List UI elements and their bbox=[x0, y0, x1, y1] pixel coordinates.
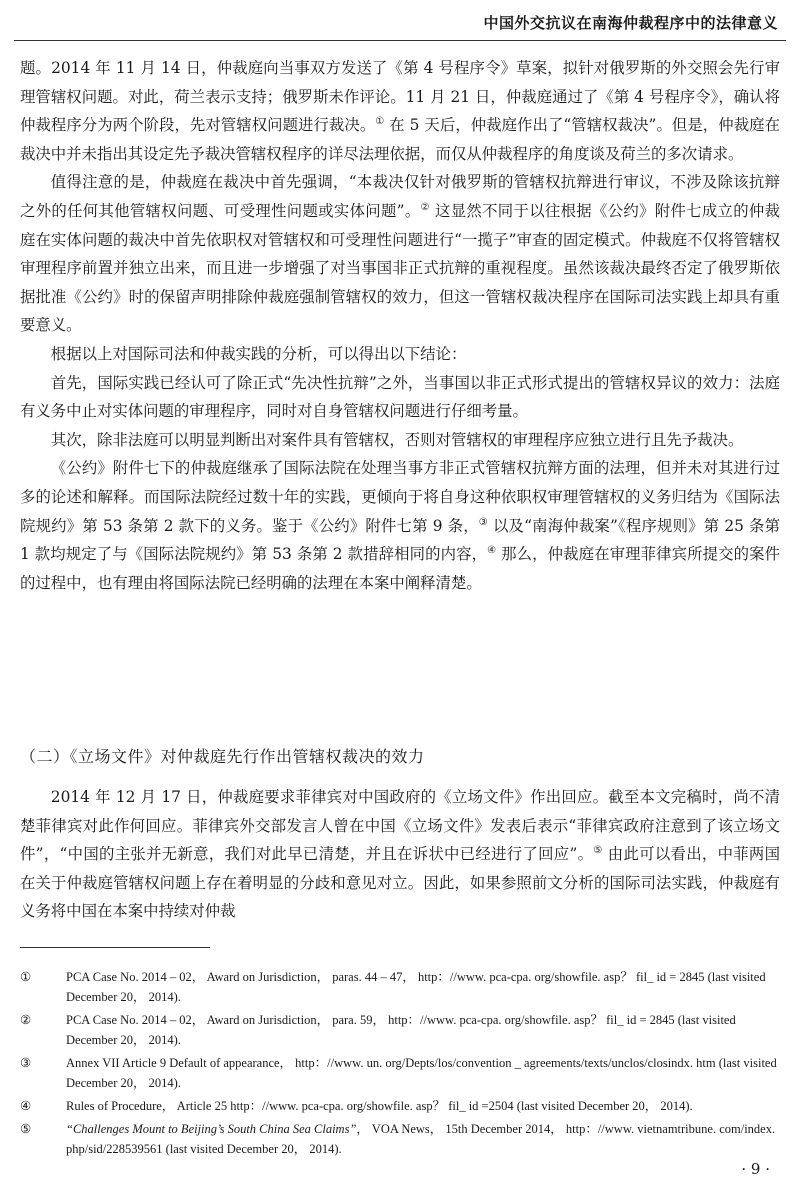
paragraph-text: 《公约》附件七下的仲裁庭继承了国际法院在处理当事方非正式管辖权抗辩方面的法理，但并未对其进行过多的论述和解释。而国际法院经过数十年的实践，更倾向于将自身这种依职权审理管辖权的义务归结为《国际法院规约》第 53 条第 2 款下的义务。鉴于《公约》附件七第 9 条， bbox=[20, 459, 780, 535]
footnote-mark: ③ bbox=[20, 1056, 32, 1070]
running-header-title: 中国外交抗议在南海仲裁程序中的法律意义 bbox=[483, 14, 778, 32]
paragraph-text: 以及“南海仲裁案”《程序规则》第 25 条第 1 款均规定了与《国际法院规约》第 53 条第 2 款措辞相同的内容， bbox=[20, 516, 780, 564]
page-number: · 9 · bbox=[741, 1160, 770, 1178]
paragraph bbox=[20, 54, 780, 168]
paragraph-text: 这显然不同于以往根据《公约》附件七成立的仲裁庭在实体问题的裁决中首先依职权对管辖权和可受理性问题进行“一揽子”审查的固定模式。仲裁庭不仅将管辖权审理程序前置并独立出来，而且进一步增强了对当事国非正式抗辩的重视程度。虽然该裁决最终否定了俄罗斯依据批准《公约》时的保留声明排除仲裁庭强制管辖权的效力，但这一管辖权裁决程序在国际司法实践上却具有重要意义。 bbox=[20, 201, 781, 335]
footnote bbox=[20, 1119, 780, 1159]
section-subheading: （二）《立场文件》对仲裁庭先行作出管辖权裁决的效力 bbox=[20, 747, 425, 766]
footnotes bbox=[20, 967, 780, 1162]
footnote-ref[interactable]: ③ bbox=[478, 516, 488, 528]
footnote-mark: ④ bbox=[20, 1099, 32, 1113]
paragraph-text: 那么，仲裁庭在审理菲律宾所提交的案件的过程中，也有理由将国际法院已经明确的法理在本案中阐释清楚。 bbox=[20, 545, 780, 592]
footnote-mark: ⑤ bbox=[20, 1122, 32, 1136]
paragraph: 其次，除非法庭可以明显判断出对案件具有管辖权，否则对管辖权的审理程序应独立进行且先予裁决。 bbox=[50, 430, 744, 449]
paragraph-text: 由此可以看出，中菲两国在关于仲裁庭管辖权问题上存在着明显的分歧和意见对立。因此，如果参照前文分析的国际司法实践，仲裁庭有义务将中国在本案中持续对仲裁 bbox=[20, 845, 780, 921]
footnote-mark: ② bbox=[20, 1013, 32, 1027]
footnote-article-title: “Challenges Mount to Beijing’s South China Sea Claims” bbox=[66, 1122, 357, 1136]
footnote-text: Rules of Procedure， Article 25 http：//www. pca-cpa. org/showfile. asp？ fil_ id =2504 (last visited December 20， 2014). bbox=[66, 1099, 693, 1113]
footnote bbox=[20, 1053, 780, 1093]
footnote-text: PCA Case No. 2014 – 02， Award on Jurisdiction， para. 59， http：//www. pca-cpa. org/showfile. asp？ fil_ id = 2845 (last visited December 20， 2014). bbox=[66, 1013, 736, 1047]
paragraph-text: 2014 年 12 月 17 日，仲裁庭要求菲律宾对中国政府的《立场文件》作出回应。截至本文完稿时，尚不清楚菲律宾对此作何回应。菲律宾外交部发言人曾在中国《立场文件》发表后表示“菲律宾政府注意到了该立场文件”，“中国的主张并无新意，我们对此早已清楚，并且在诉状中已经进行了回应”。 bbox=[20, 788, 780, 864]
footnote-ref[interactable]: ⑤ bbox=[593, 845, 603, 857]
paragraph bbox=[20, 168, 780, 340]
footnote bbox=[20, 967, 780, 1007]
paragraph: 根据以上对国际司法和仲裁实践的分析，可以得出以下结论： bbox=[50, 344, 467, 363]
footnote-mark: ① bbox=[20, 970, 32, 984]
footnote-text: Annex VII Article 9 Default of appearance， http：//www. un. org/Depts/los/convention _ agreements/texts/unclos/closindx. htm (last visited December 20， 2014). bbox=[66, 1056, 777, 1090]
footnote-ref[interactable]: ① bbox=[375, 116, 385, 128]
paragraph bbox=[20, 454, 780, 597]
footnote-ref[interactable]: ④ bbox=[487, 544, 497, 556]
paragraph: 首先，国际实践已经认可了除正式“先决性抗辩”之外，当事国以非正式形式提出的管辖权异议的效力：法庭有义务中止对实体问题的审理程序，同时对自身管辖权问题进行仔细考量。 bbox=[20, 373, 780, 421]
main-text bbox=[20, 54, 780, 597]
running-header bbox=[14, 0, 786, 41]
paragraph-text: 值得注意的是，仲裁庭在裁决中首先强调，“本裁决仅针对俄罗斯的管辖权抗辩进行审议，不涉及除该抗辩之外的任何其他管辖权问题、可受理性问题或实体问题”。 bbox=[20, 173, 780, 220]
footnote-text: PCA Case No. 2014 – 02， Award on Jurisdiction， paras. 44 – 47， http：//www. pca-cpa. org/showfile. asp？ fil_ id = 2845 (last visited December 20， 2014). bbox=[66, 970, 766, 1004]
paragraph-text: 题。2014 年 11 月 14 日，仲裁庭向当事双方发送了《第 4 号程序令》草案，拟针对俄罗斯的外交照会先行审理管辖权问题。对此，荷兰表示支持；俄罗斯未作评论。11 月 21 日，仲裁庭通过了《第 4 号程序令》，确认将仲裁程序分为两个阶段，先对管辖权问题进行裁决。 bbox=[20, 59, 780, 135]
footnote-ref[interactable]: ② bbox=[420, 201, 430, 213]
paragraph-text: 在 5 天后，仲裁庭作出了“管辖权裁决”。但是，仲裁庭在裁决中并未指出其设定先予裁决管辖权程序的详尽法理依据，而仅从仲裁程序的角度谈及荷兰的多次请求。 bbox=[20, 116, 780, 163]
footnote-divider bbox=[20, 947, 210, 948]
paragraph bbox=[20, 783, 780, 926]
footnote bbox=[20, 1096, 780, 1116]
footnote-text: ， VOA News， 15th December 2014， http：//www. vietnamtribune. com/index. php/sid/228539561 (last visited December 20， 2014). bbox=[66, 1122, 776, 1156]
main-text-continued bbox=[20, 783, 780, 926]
footnote bbox=[20, 1010, 780, 1050]
